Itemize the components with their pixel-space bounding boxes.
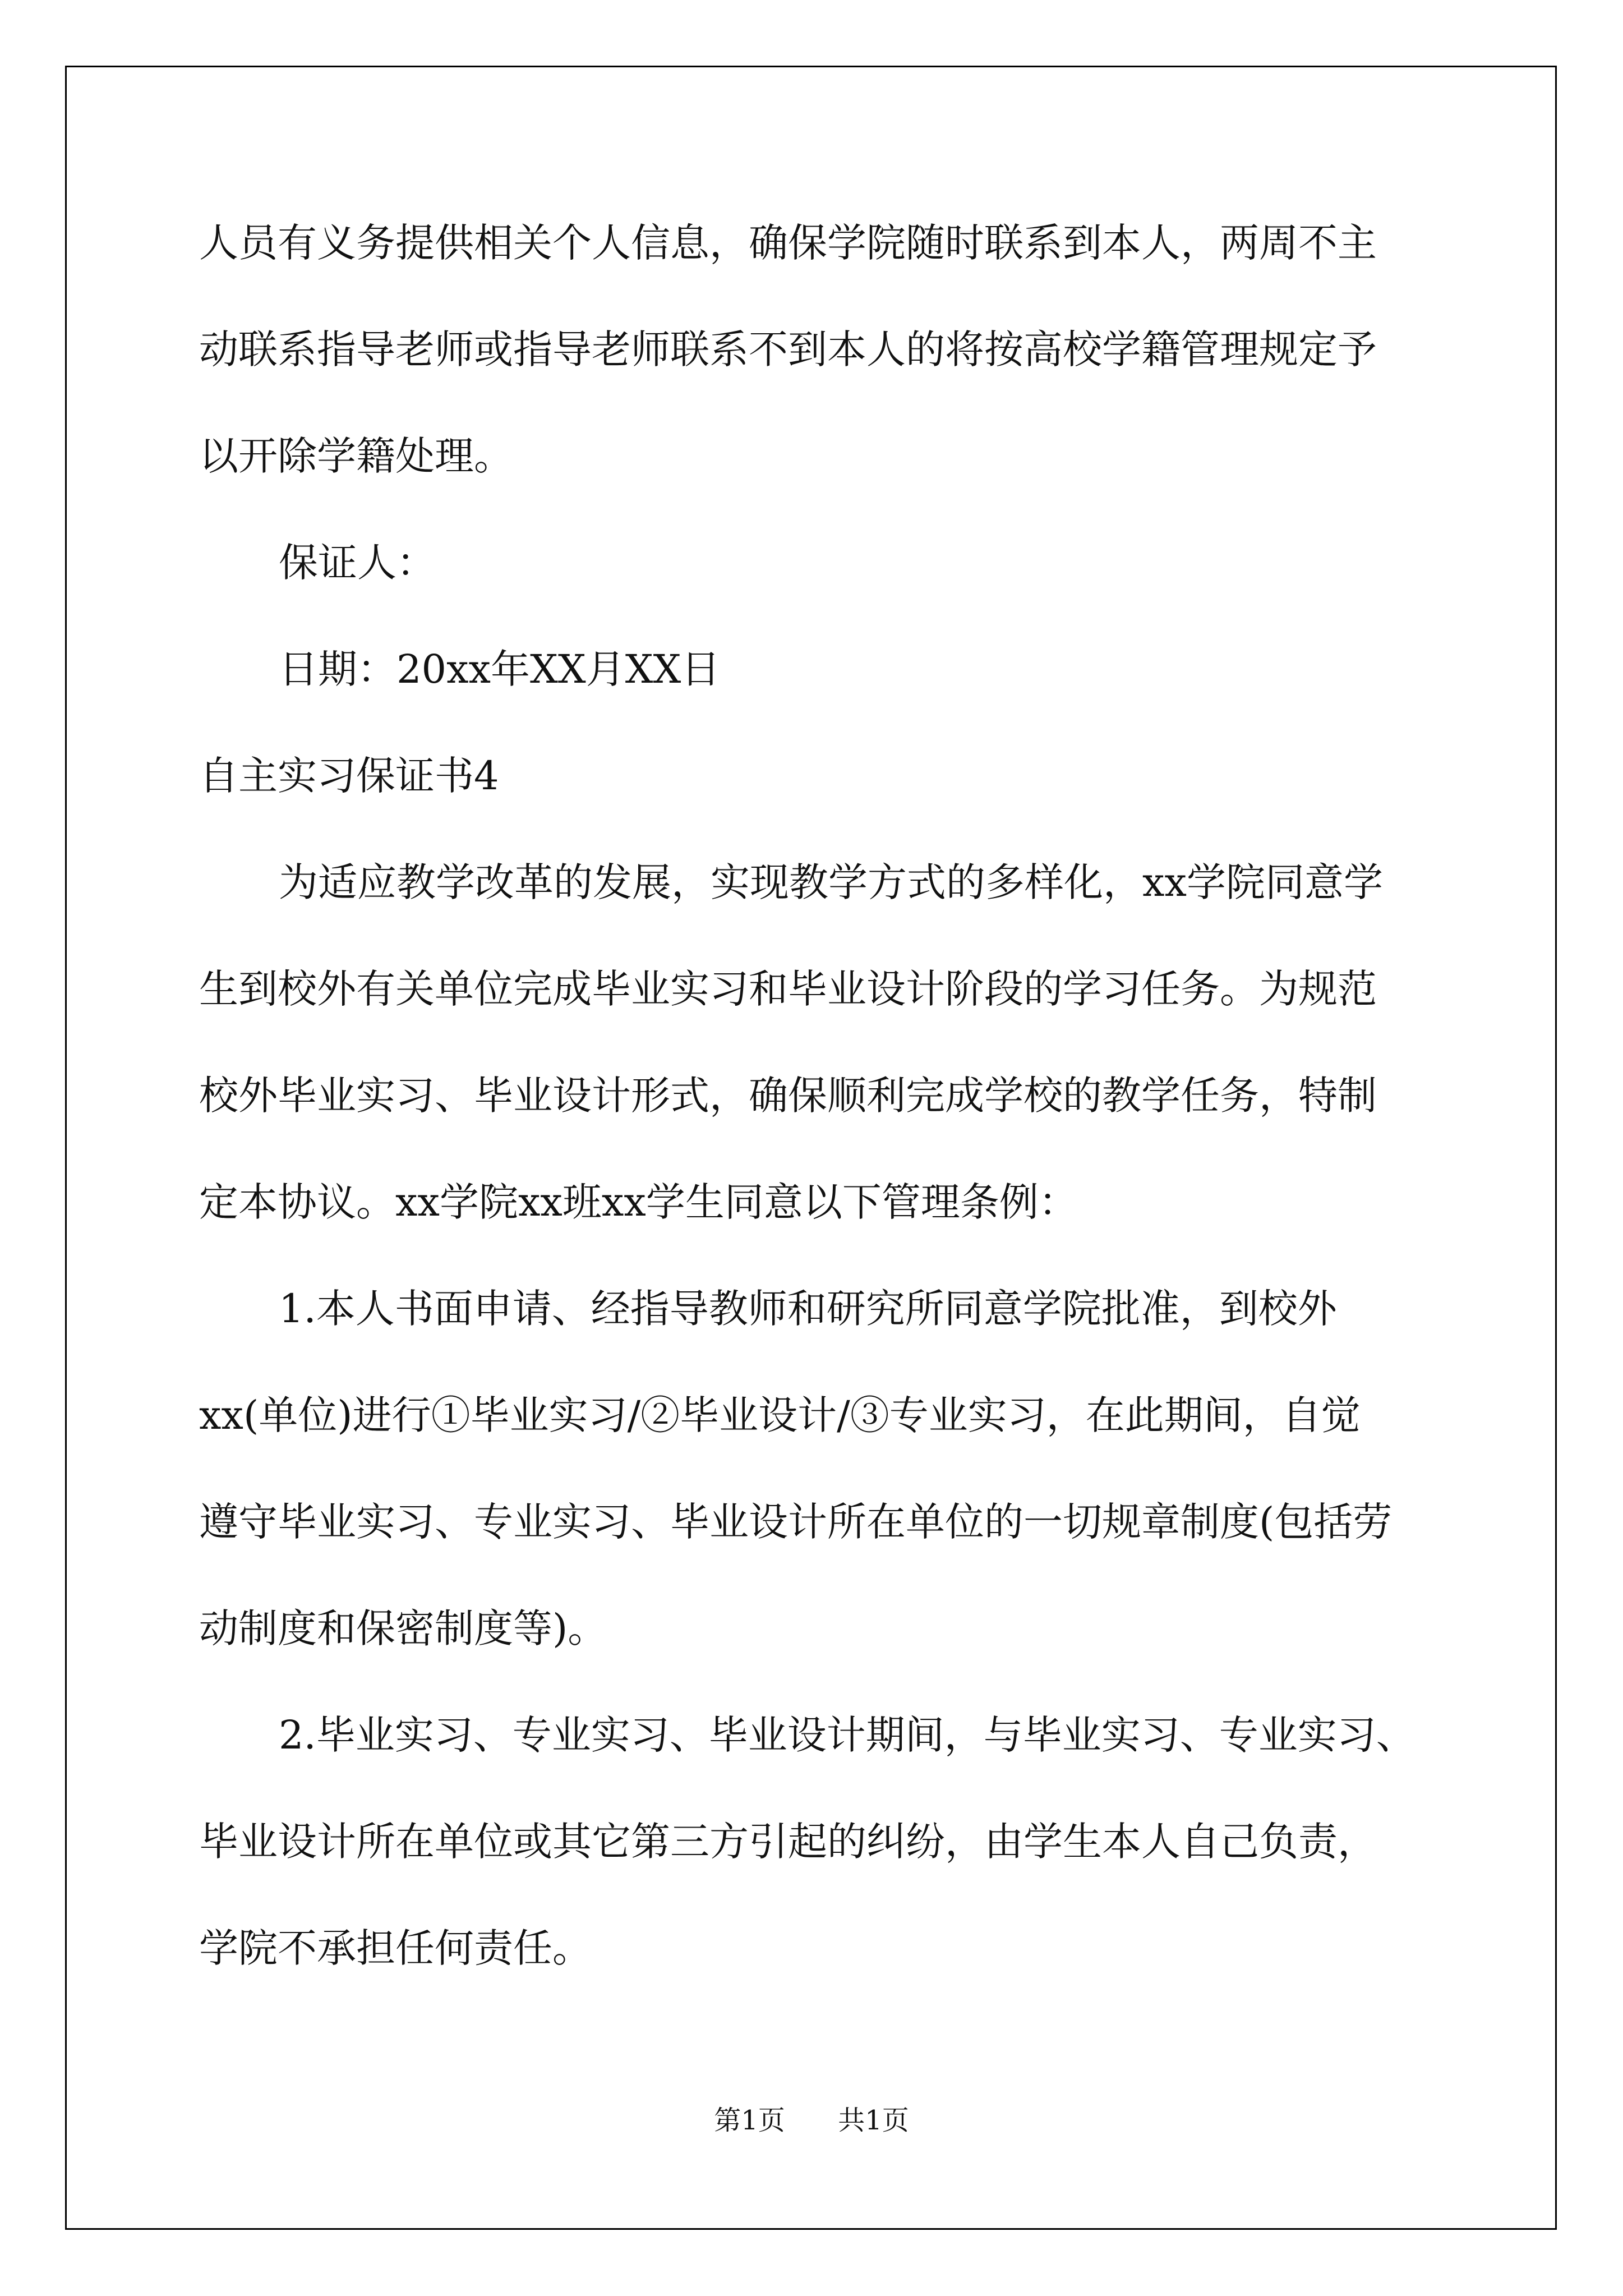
date-line: 日期：20xx年XX月XX日	[279, 646, 721, 692]
clause-2-line-1: 2.毕业实习、专业实习、毕业设计期间，与毕业实习、专业实习、	[279, 1712, 1415, 1758]
body-line-2: 动联系指导老师或指导老师联系不到本人的将按高校学籍管理规定予	[199, 326, 1377, 372]
clause-2-line-2: 毕业设计所在单位或其它第三方引起的纠纷，由学生本人自己负责，	[199, 1819, 1377, 1865]
clause-2-line-3: 学院不承担任何责任。	[199, 1925, 592, 1971]
body-line-7: 为适应教学改革的发展，实现教学方式的多样化，xx学院同意学	[279, 859, 1383, 905]
body-line-9: 校外毕业实习、毕业设计形式，确保顺利完成学校的教学任务，特制	[199, 1073, 1377, 1119]
clause-1-line-3: 遵守毕业实习、专业实习、毕业设计所在单位的一切规章制度(包括劳	[199, 1499, 1393, 1545]
body-line-3: 以开除学籍处理。	[199, 433, 513, 479]
clause-1-line-2: xx(单位)进行①毕业实习/②毕业设计/③专业实习，在此期间，自觉	[199, 1392, 1361, 1438]
clause-1-line-1: 1.本人书面申请、经指导教师和研究所同意学院批准，到校外	[279, 1286, 1337, 1332]
page-border	[65, 66, 1557, 2230]
page-footer	[0, 2104, 1623, 2137]
body-line-1: 人员有义务提供相关个人信息，确保学院随时联系到本人，两周不主	[199, 220, 1377, 266]
page-total: 共1页	[838, 2105, 909, 2136]
guarantor-label: 保证人：	[279, 540, 436, 586]
section-heading: 自主实习保证书4	[199, 753, 499, 799]
page-number: 第1页	[714, 2105, 785, 2136]
body-line-10: 定本协议。xx学院xx班xx学生同意以下管理条例：	[199, 1179, 1078, 1225]
body-line-8: 生到校外有关单位完成毕业实习和毕业设计阶段的学习任务。为规范	[199, 966, 1377, 1012]
clause-1-line-4: 动制度和保密制度等)。	[199, 1605, 607, 1651]
